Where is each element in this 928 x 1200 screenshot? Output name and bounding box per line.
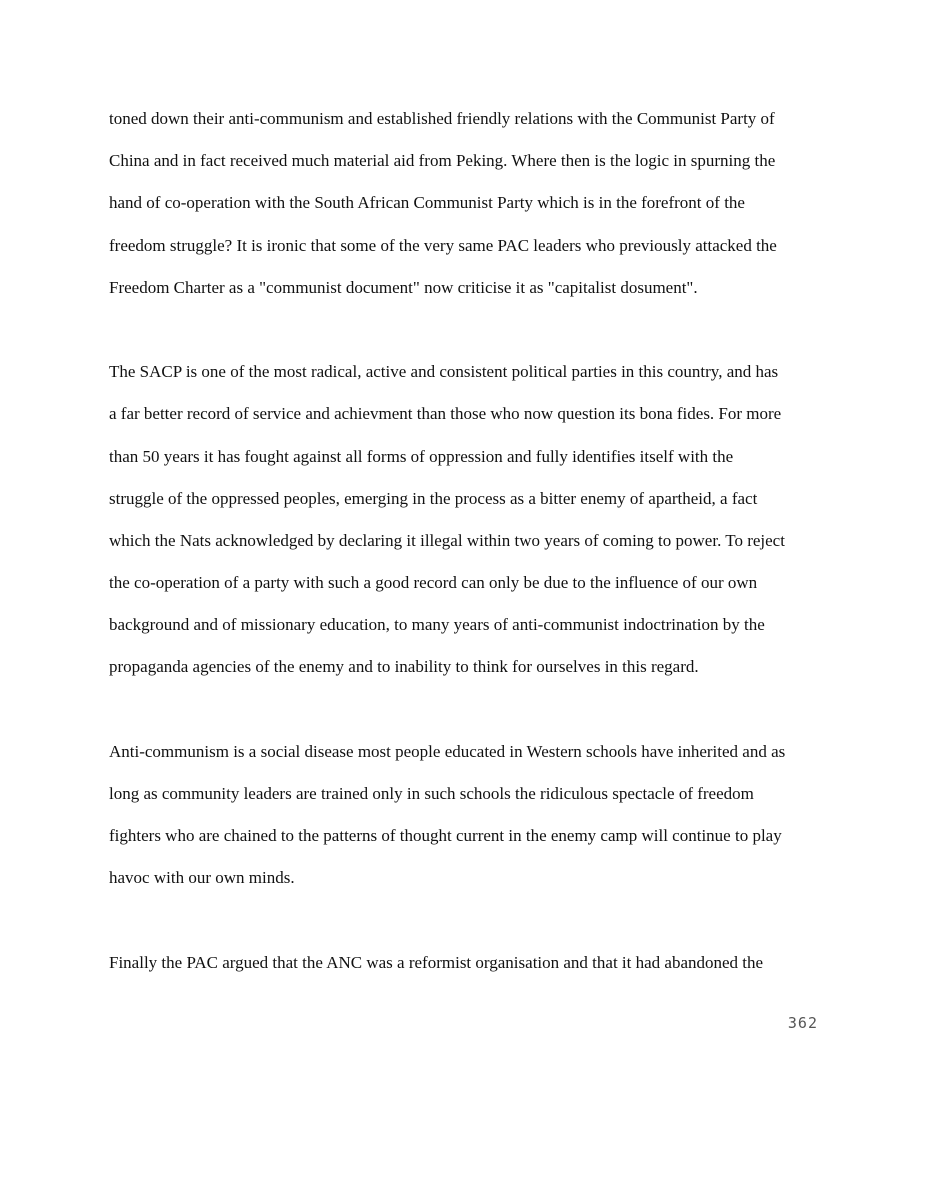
paragraph-gap <box>109 689 821 731</box>
paragraph-1 <box>109 98 821 309</box>
paragraph-gap <box>109 900 821 942</box>
text-line: freedom struggle? It is ironic that some of the very same PAC leaders who previously attacked the <box>109 235 777 255</box>
text-line: the co-operation of a party with such a good record can only be due to the influence of our own <box>109 573 758 593</box>
text-line: Freedom Charter as a "communist document" now criticise it as "capitalist dosument". <box>109 277 698 297</box>
text-line: fighters who are chained to the patterns of thought current in the enemy camp will continue to play <box>109 826 782 846</box>
text-line: background and of missionary education, to many years of anti-communist indoctrination by the <box>109 615 765 635</box>
paragraph-3 <box>109 731 821 900</box>
text-line: The SACP is one of the most radical, active and consistent political parties in this country, and has <box>109 362 779 382</box>
text-line: which the Nats acknowledged by declaring it illegal within two years of coming to power. To reject <box>109 530 785 550</box>
paragraph-4 <box>109 942 821 984</box>
body-text <box>109 98 821 984</box>
page-number: 362 <box>787 1014 818 1032</box>
text-line: Anti-communism is a social disease most people educated in Western schools have inherited and as <box>109 741 786 761</box>
paragraph-gap <box>109 309 821 351</box>
text-line: havoc with our own minds. <box>109 868 295 888</box>
text-line: China and in fact received much material aid from Peking. Where then is the logic in spurning the <box>109 151 776 171</box>
text-line: hand of co-operation with the South African Communist Party which is in the forefront of the <box>109 193 745 213</box>
text-line: struggle of the oppressed peoples, emerging in the process as a bitter enemy of apartheid, a fact <box>109 488 758 508</box>
text-line: than 50 years it has fought against all forms of oppression and fully identifies itself with the <box>109 446 734 466</box>
text-line: toned down their anti-communism and established friendly relations with the Communist Party of <box>109 109 775 128</box>
text-line: long as community leaders are trained only in such schools the ridiculous spectacle of freedom <box>109 784 754 803</box>
text-line: Finally the PAC argued that the ANC was a reformist organisation and that it had abandoned the <box>109 952 764 972</box>
text-line: propaganda agencies of the enemy and to inability to think for ourselves in this regard. <box>109 657 699 677</box>
text-line: a far better record of service and achievment than those who now question its bona fides. For more <box>109 404 782 424</box>
paragraph-2 <box>109 351 821 689</box>
